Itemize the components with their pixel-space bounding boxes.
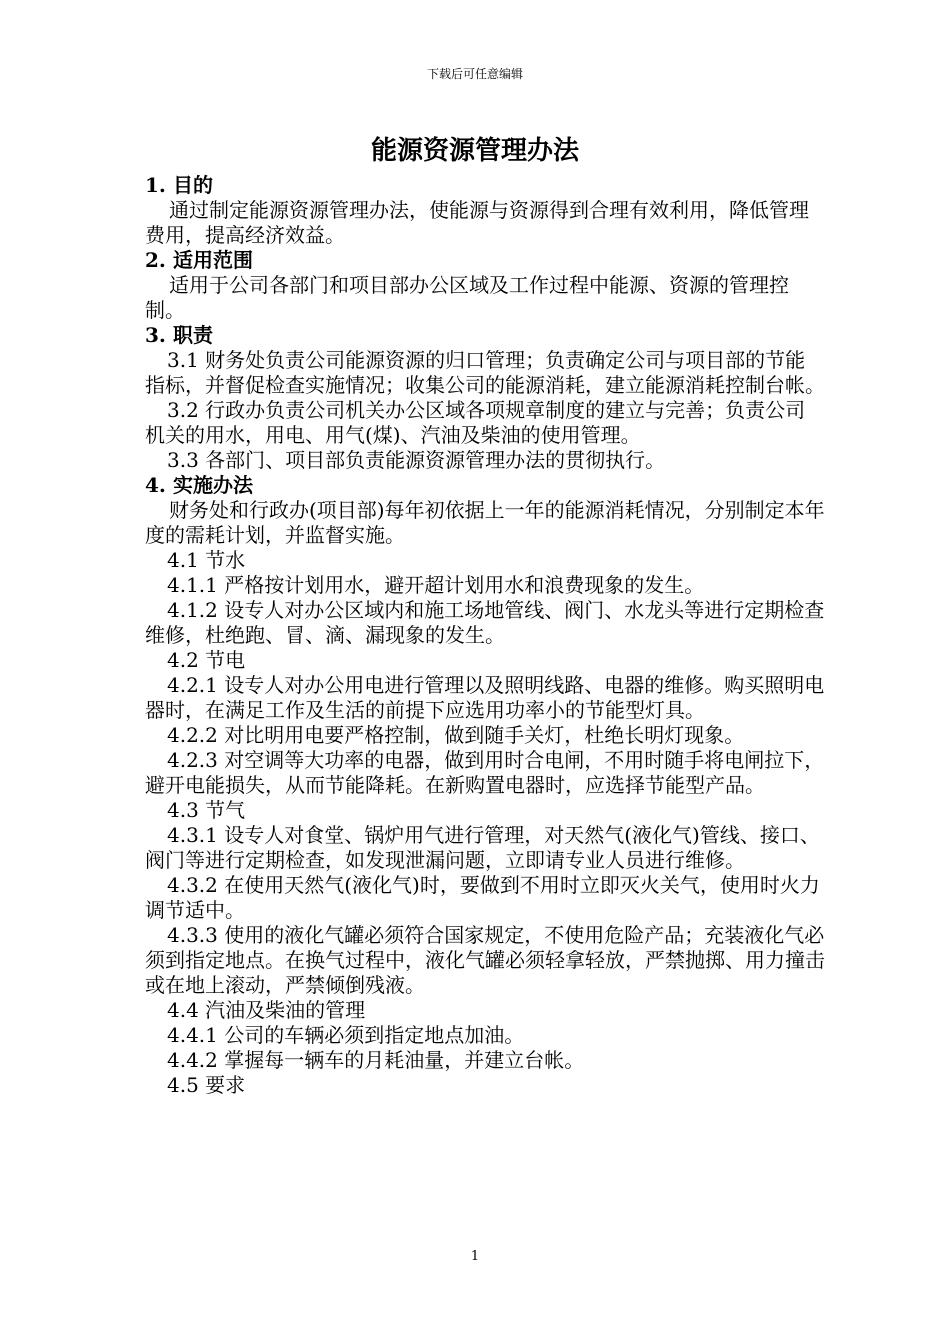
paragraph: 财务处和行政办(项目部)每年初依据上一年的能源消耗情况，分别制定本年度的需耗计划，并监督实施。: [145, 498, 825, 547]
paragraph: 4.4.2 掌握每一辆车的月耗油量，并建立台帐。: [167, 1048, 585, 1072]
section-heading: [145, 323, 825, 348]
paragraph: 4.2.2 对比明用电要严格控制，做到随手关灯，杜绝长明灯现象。: [167, 723, 745, 747]
paragraph: 3.1 财务处负责公司能源资源的归口管理；负责确定公司与项目部的节能指标，并督促检查实施情况；收集公司的能源消耗，建立能源消耗控制台帐。: [145, 348, 825, 397]
section-heading: [145, 248, 825, 273]
section-number: 4.: [145, 473, 166, 497]
section-number: 1.: [145, 173, 166, 197]
paragraph: 适用于公司各部门和项目部办公区域及工作过程中能源、资源的管理控制。: [145, 273, 789, 322]
paragraph: 4.2.1 设专人对办公用电进行管理以及照明线路、电器的维修。购买照明电器时，在满足工作及生活的前提下应选用功率小的节能型灯具。: [145, 673, 825, 722]
paragraph: 4.1.1 严格按计划用水，避开超计划用水和浪费现象的发生。: [167, 573, 705, 597]
document-title: 能源资源管理办法: [370, 136, 579, 166]
section-heading: [145, 173, 825, 198]
subsection-heading: 4.5 要求: [167, 1073, 246, 1097]
paragraph: 4.3.1 设专人对食堂、锅炉用气进行管理，对天然气(液化气)管线、接口、阀门等进行定期检查，如发现泄漏问题，立即请专业人员进行维修。: [145, 823, 820, 872]
section-heading-text: 职责: [173, 323, 213, 347]
section-number: 3.: [145, 323, 166, 347]
section-heading-text: 目的: [173, 173, 213, 197]
subsection-heading: 4.3 节气: [167, 798, 246, 822]
paragraph: 4.3.3 使用的液化气罐必须符合国家规定，不使用危险产品；充装液化气必须到指定地点。在换气过程中，液化气罐必须轻拿轻放，严禁抛掷、用力撞击或在地上滚动，严禁倾倒残液。: [145, 923, 825, 997]
paragraph: 4.2.3 对空调等大功率的电器，做到用时合电闸，不用时随手将电闸拉下，避开电能损失，从而节能降耗。在新购置电器时，应选择节能型产品。: [145, 748, 825, 797]
section-heading: [145, 473, 825, 498]
section-heading-text: 实施办法: [173, 473, 253, 497]
paragraph: 3.2 行政办负责公司机关办公区域各项规章制度的建立与完善；负责公司机关的用水，用电、用气(煤)、汽油及柴油的使用管理。: [145, 398, 806, 447]
paragraph: 4.1.2 设专人对办公区域内和施工场地管线、阀门、水龙头等进行定期检查维修，杜绝跑、冒、滴、漏现象的发生。: [145, 598, 825, 647]
paragraph: 4.4.1 公司的车辆必须到指定地点加油。: [167, 1023, 525, 1047]
page-number: 1: [470, 1249, 480, 1264]
subsection-heading: 4.2 节电: [167, 648, 246, 672]
section-number: 2.: [145, 248, 166, 272]
paragraph: 通过制定能源资源管理办法，使能源与资源得到合理有效利用，降低管理费用，提高经济效益。: [145, 198, 809, 247]
paragraph: 4.3.2 在使用天然气(液化气)时，要做到不用时立即灭火关气，使用时火力调节适中。: [145, 873, 820, 922]
paragraph: 3.3 各部门、项目部负责能源资源管理办法的贯彻执行。: [167, 448, 666, 472]
header-note: 下载后可任意编辑: [426, 67, 523, 81]
subsection-heading: 4.1 节水: [167, 548, 246, 572]
document-body: [145, 173, 825, 1098]
subsection-heading: 4.4 汽油及柴油的管理: [167, 998, 366, 1022]
section-heading-text: 适用范围: [173, 248, 253, 272]
